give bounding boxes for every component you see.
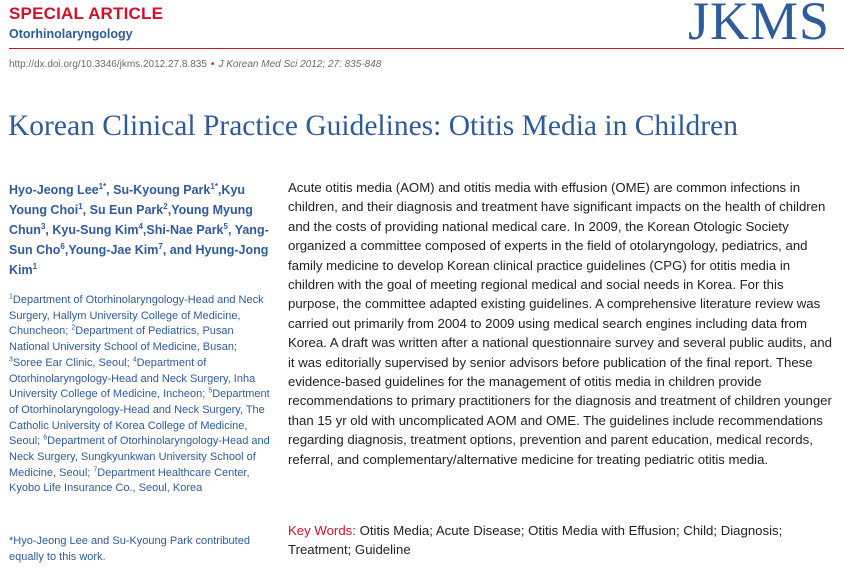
affiliation-text: Department Healthcare Center, Kyobo Life Insurance Co., Seoul, Korea xyxy=(9,466,250,495)
affiliation-mark: 5 xyxy=(208,387,213,395)
affiliation-mark: 4 xyxy=(132,356,137,364)
keywords-label: Key Words: xyxy=(288,523,356,538)
author-name: Su-Kyoung Park xyxy=(113,183,211,197)
affiliation-list xyxy=(9,293,271,497)
doi-link[interactable]: http://dx.doi.org/10.3346/jkms.2012.27.8.835 xyxy=(9,59,207,70)
author-affiliation-mark: 6 xyxy=(60,241,65,251)
author-name: Kyu-Sung Kim xyxy=(52,223,139,237)
affiliation-mark: 6 xyxy=(43,434,48,442)
author-separator: , xyxy=(227,223,235,237)
journal-logo: JKMS xyxy=(682,0,830,48)
author-separator: , xyxy=(167,203,172,217)
section-label: SPECIAL ARTICLE xyxy=(9,4,164,23)
author-separator: , xyxy=(106,183,114,197)
author-name: Hyo-Jeong Lee xyxy=(9,183,99,197)
author-name: Young Myung Chun xyxy=(9,203,253,237)
author-list xyxy=(9,180,271,280)
affiliation-mark: 1 xyxy=(9,293,13,301)
subsection-label: Otorhinolaryngology xyxy=(9,27,133,41)
author-affiliation-mark: 2 xyxy=(163,201,168,211)
journal-citation: J Korean Med Sci 2012; 27: 835-848 xyxy=(218,59,382,70)
citation-line xyxy=(9,59,381,70)
keywords-text: Otitis Media; Acute Disease; Otitis Media with Effusion; Child; Diagnosis; Treatment; Guideline xyxy=(288,523,783,558)
author-affiliation-mark: 1 xyxy=(78,201,83,211)
affiliation-text: Department of Otorhinolaryngology-Head and Neck Surgery, Sungkyunkwan University School of Medicine, Seoul; xyxy=(9,435,270,479)
author-affiliation-mark: 1 xyxy=(32,261,38,271)
author-separator: , and xyxy=(162,243,196,257)
author-affiliation-mark: 3 xyxy=(40,221,46,231)
affiliation-mark: 2 xyxy=(71,324,76,332)
author-separator: , xyxy=(82,203,90,217)
affiliation-mark: 3 xyxy=(9,356,13,364)
author-name: Hyung-Jong Kim xyxy=(9,243,269,277)
contribution-note: *Hyo-Jeong Lee and Su-Kyoung Park contributed equally to this work. xyxy=(9,535,250,563)
author-affiliation-mark: 7 xyxy=(158,241,163,251)
author-name: Kyu Young Choi xyxy=(9,183,246,217)
keywords xyxy=(288,521,836,560)
affiliation-text: Department of Pediatrics, Pusan National University School of Medicine, Busan; xyxy=(9,325,238,354)
affiliation-mark: 7 xyxy=(93,466,98,474)
affiliation-text: Department of Otorhinolaryngology-Head and Neck Surgery, The Catholic University of Korea College of Medicine, Seoul; xyxy=(9,388,270,448)
author-affiliation-mark: 4 xyxy=(138,221,143,231)
author-name: Su Eun Park xyxy=(89,203,164,217)
author-separator: , xyxy=(45,223,53,237)
abstract-text: Acute otitis media (AOM) and otitis media with effusion (OME) are common infections in children, and their diagnosis and treatment have significant impacts on the health of children and the costs of providing national medical care. In 2009, the Korean Otologic Society organized a committee composed of experts in the field of otolaryngology, pediatrics, and family medicine to develop Korean clinical practice guidelines (CPG) for otitis media in children with the goal of meeting regional medical and social needs in Korea. For this purpose, the committee adapted existing guidelines. A comprehensive literature review was carried out primarily from 2004 to 2009 using medical search engines including data from Korea. A draft was written after a national questionnaire survey and several public audits, and it was editorially supervised by senior advisors before publication of the final report. These evidence-based guidelines for the management of otitis media in children provide recommendations to primary practitioners for the diagnosis and treatment of children younger than 15 yr old with uncomplicated AOM and OME. The guidelines include recommendations regarding diagnosis, treatment options, prevention and parent education, medical records, referral, and complementary/alternative medicine for treating pediatric otitis media. xyxy=(288,180,832,467)
affiliation-text: Department of Otorhinolaryngology-Head and Neck Surgery, Inha University College of Medicine, Incheon; xyxy=(9,356,256,401)
author-affiliation-mark: 1* xyxy=(210,181,218,191)
author-name: Shi-Nae Park xyxy=(146,223,224,237)
author-affiliation-mark: 5 xyxy=(223,221,228,231)
affiliation-text: Soree Ear Clinic, Seoul; xyxy=(12,356,133,369)
bullet-icon: • xyxy=(210,59,215,70)
article-title: Korean Clinical Practice Guidelines: Otitis Media in Children xyxy=(8,110,738,142)
author-separator: , xyxy=(217,183,222,197)
author-affiliation-mark: 1* xyxy=(98,181,107,191)
affiliation-text: Department of Otorhinolaryngology-Head and Neck Surgery, Hallym University College of Medicine, Chuncheon; xyxy=(9,294,264,338)
author-name: Yang-Sun Cho xyxy=(9,223,269,257)
author-name: Young-Jae Kim xyxy=(68,243,159,257)
author-separator: , xyxy=(64,243,69,257)
author-separator: , xyxy=(142,223,147,237)
